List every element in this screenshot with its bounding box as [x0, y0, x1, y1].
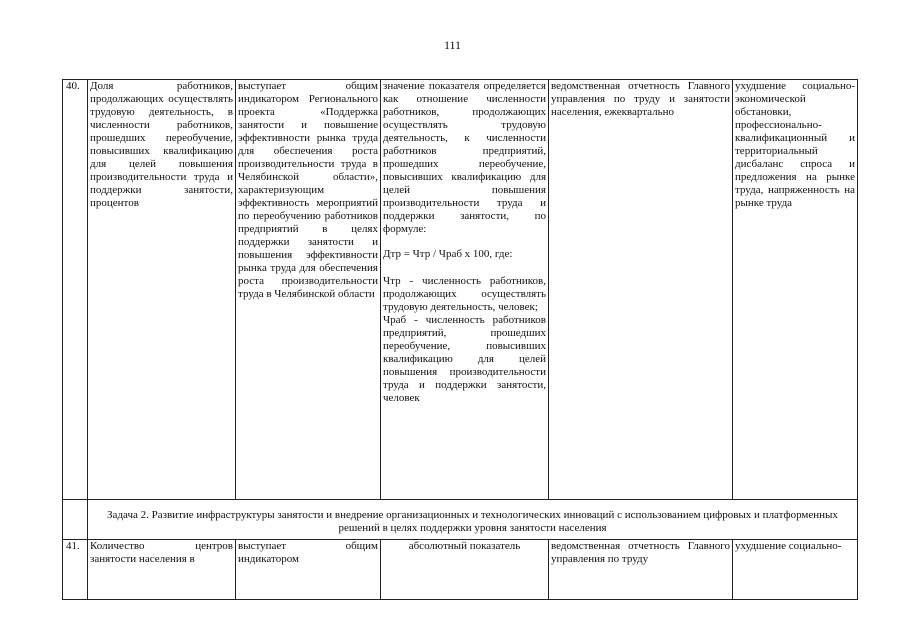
risk-factors: ухудшение социально- [733, 540, 858, 600]
row-number: 41. [63, 540, 88, 600]
indicators-table [62, 79, 858, 600]
task-row [63, 500, 858, 540]
data-source: ведомственная отчетность Главного управления по труду [549, 540, 733, 600]
method-intro: значение показателя определяется как отношение численности работников, продолжающих осуществлять трудовую деятельность, к численности работников предприятий, прошедших переобучение, повысивших квалификацию для целей повышения производительности труда и поддержки занятости, по формуле: [383, 80, 546, 235]
definition-chtr: Чтр - численность работников, продолжающих осуществлять трудовую деятельность, человек; [383, 275, 546, 313]
page-number: 111 [443, 38, 462, 52]
task-empty-cell [63, 500, 88, 540]
formula: Дтр = Чтр / Чраб х 100, где: [383, 248, 513, 260]
data-source: ведомственная отчетность Главного управления по труду и занятости населения, ежеквартально [549, 80, 733, 500]
calculation-method: абсолютный показатель [381, 540, 549, 600]
row-number: 40. [63, 80, 88, 500]
table-row-41 [63, 540, 858, 600]
indicator-status: выступает общим индикатором Регионального проекта «Поддержка занятости и повышение эффективности рынка труда для обеспечения роста производительности труда в Челябинской области», характеризующим эффективность мероприятий по переобучению работников предприятий в целях поддержки занятости и повышения эффективности рынка труда для обеспечения роста производительности труда в Челябинской области [236, 80, 381, 500]
risk-factors: ухудшение социально-экономической обстановки, профессионально-квалификационный и территориальный дисбаланс спроса и предложения на рынке труда, напряженность на рынке труда [733, 80, 858, 500]
task-2-heading: Задача 2. Развитие инфраструктуры занятости и внедрение организационных и технологических инноваций с использованием цифровых и платформенных решений в целях поддержки уровня занятости населения [88, 500, 858, 540]
indicator-status: выступает общим индикатором [236, 540, 381, 600]
table-row-40 [63, 80, 858, 500]
definition-chrab: Чраб - численность работников предприятий, прошедших переобучение, повысивших квалификацию для целей повышения производительности труда и поддержки занятости, человек [383, 314, 546, 404]
indicator-name: Доля работников, продолжающих осуществлять трудовую деятельность, в численности работников, прошедших переобучение, повысивших квалификацию для целей повышения производительности труда и поддержки занятости, процентов [88, 80, 236, 500]
calculation-method [381, 80, 549, 500]
indicator-name: Количество центров занятости населения в [88, 540, 236, 600]
